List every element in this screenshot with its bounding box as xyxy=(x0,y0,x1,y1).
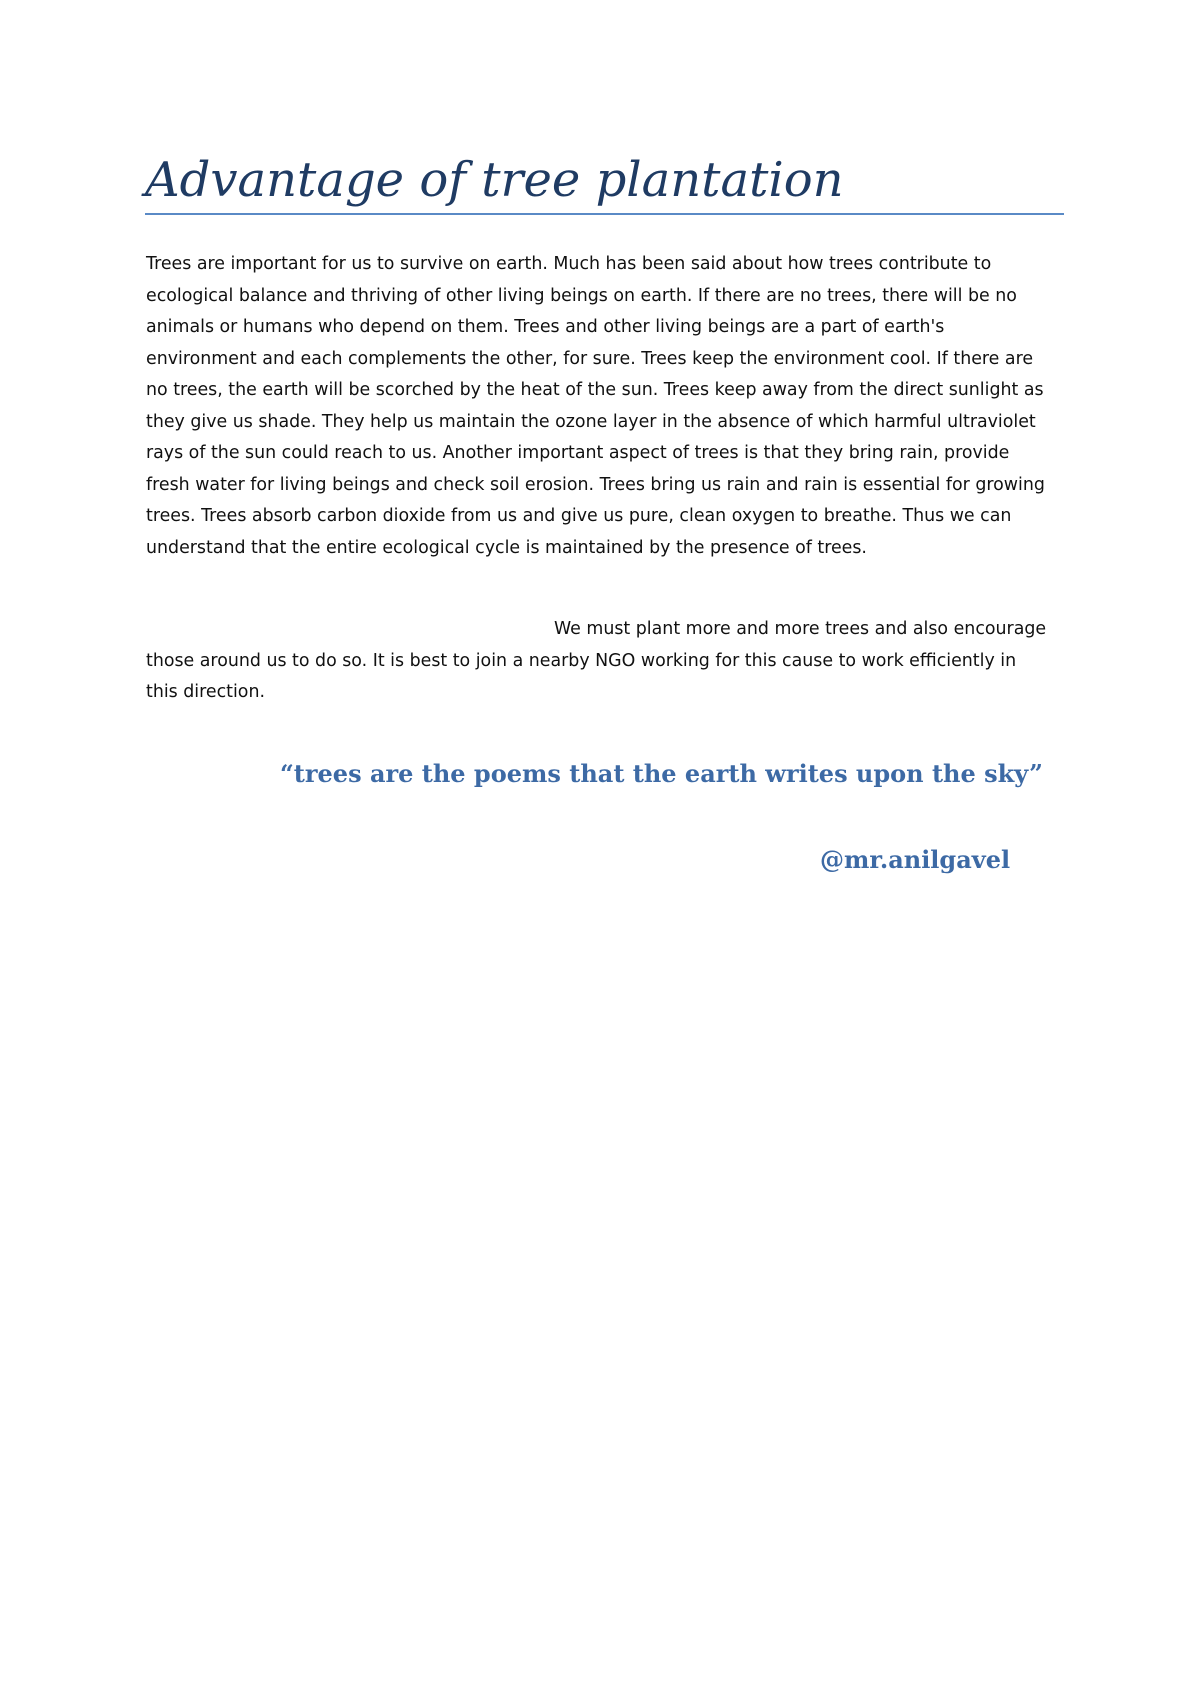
body-paragraph-1 xyxy=(146,249,1051,564)
tree-quote: “trees are the poems that the earth writes upon the sky” xyxy=(280,759,1043,788)
quote-author: @mr.anilgavel xyxy=(820,845,1011,874)
body-paragraph-2: We must plant more and more trees and also encourage those around us to do so. It is best to join a nearby NGO working for this cause to work efficiently in this direction. xyxy=(146,619,1047,702)
title-underline-rule xyxy=(145,213,1064,215)
document-title: Advantage of tree plantation xyxy=(145,152,844,208)
paragraph-text: Trees are important for us to survive on earth. Much has been said about how trees contribute to ecological balance and thriving of other living beings on earth. If there are no trees, there will be no animals or humans who depend on them. Trees and other living beings are a part of earth's environment and each complements the other, for sure. Trees keep the environment cool. If there are no trees, the earth will be scorched by the heat of the sun. Trees keep away from the direct sunlight as they give us shade. They help us maintain the ozone layer in the absence of which harmful ultraviolet rays of the sun could reach to us. Another important aspect of trees is that they bring rain, provide fresh water for living beings and check soil erosion. Trees bring us rain and rain is essential for growing trees. Trees absorb carbon dioxide from us and give us pure, clean oxygen to breathe. Thus we can understand that the entire ecological cycle is maintained by the presence of trees. xyxy=(146,254,1045,558)
